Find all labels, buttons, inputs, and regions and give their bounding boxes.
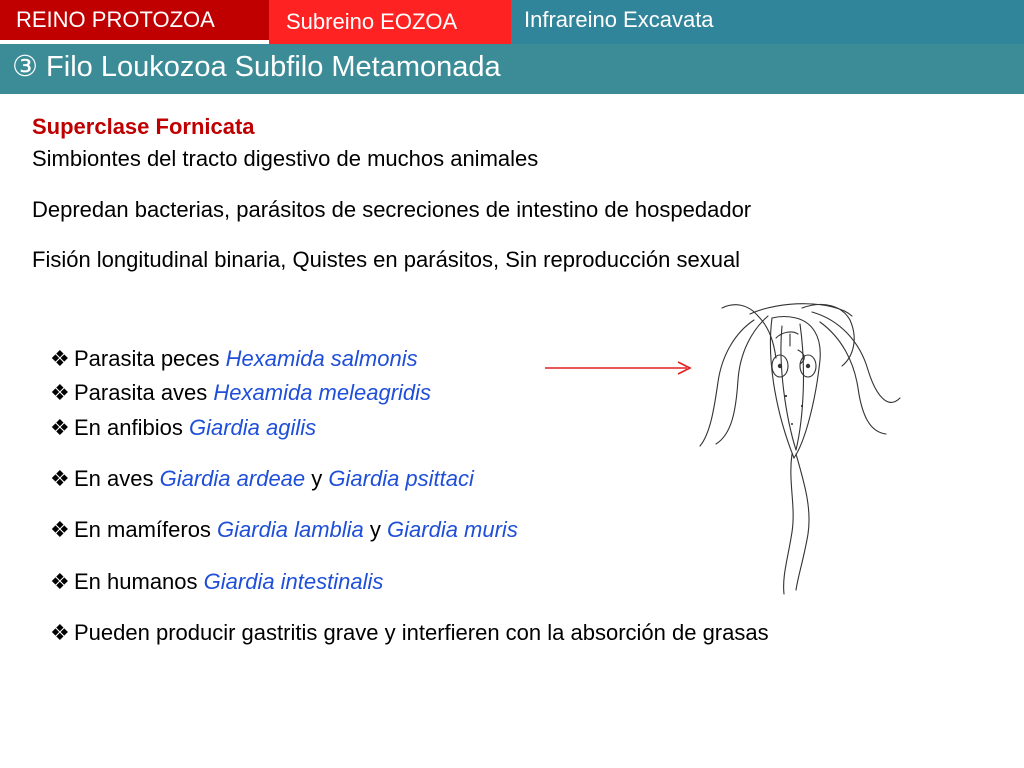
description-line-3: Fisión longitudinal binaria, Quistes en parásitos, Sin reproducción sexual: [32, 247, 741, 272]
species-name: Hexamida meleagridis: [213, 380, 432, 405]
tab-infrareino-excavata: [511, 0, 1024, 44]
species-name: Giardia psittaci: [328, 466, 474, 491]
tab-subreino-eozoa: [269, 0, 511, 44]
bullet-diamond-icon: ❖: [50, 415, 70, 440]
description-line-1: Simbiontes del tracto digestivo de muchos animales: [32, 146, 539, 171]
list-item-text: En mamíferos: [74, 517, 218, 542]
species-name: Giardia lamblia: [217, 517, 364, 542]
species-name: Giardia intestinalis: [203, 569, 384, 594]
bullet-diamond-icon: ❖: [50, 346, 70, 371]
list-item: [50, 571, 383, 593]
tab-label: REINO PROTOZOA: [16, 7, 215, 32]
list-item-text: Parasita peces: [74, 346, 226, 371]
arrow-right-icon: [545, 360, 695, 376]
tab-label: Infrareino Excavata: [524, 7, 714, 32]
title-bar: [0, 44, 1024, 94]
species-name: Giardia ardeae: [159, 466, 306, 491]
tab-label: Subreino EOZOA: [286, 9, 458, 34]
giardia-trophozoite-illustration: [692, 286, 902, 596]
bullet-diamond-icon: ❖: [50, 517, 70, 542]
list-item: [50, 382, 431, 404]
species-name: Giardia agilis: [188, 415, 317, 440]
bullet-diamond-icon: ❖: [50, 620, 70, 645]
list-item: [50, 468, 474, 490]
list-item-text: En anfibios: [74, 415, 189, 440]
list-item-text: En humanos: [74, 569, 204, 594]
list-item-conjunction: y: [363, 517, 388, 542]
species-name: Giardia muris: [387, 517, 518, 542]
species-name: Hexamida salmonis: [225, 346, 418, 371]
bullet-diamond-icon: ❖: [50, 380, 70, 405]
list-item: [50, 417, 316, 439]
list-item: [50, 622, 769, 644]
bullet-diamond-icon: ❖: [50, 466, 70, 491]
list-item: [50, 519, 518, 541]
list-item-text: Pueden producir gastritis grave y interfieren con la absorción de grasas: [74, 620, 769, 645]
tab-reino-protozoa: [0, 0, 269, 40]
description-line-2: Depredan bacterias, parásitos de secreciones de intestino de hospedador: [32, 197, 752, 222]
list-item-text: En aves: [74, 466, 160, 491]
section-heading: Superclase Fornicata: [32, 114, 255, 139]
list-item-conjunction: y: [305, 466, 329, 491]
page-title: ③ Filo Loukozoa Subfilo Metamonada: [12, 51, 501, 83]
list-item-text: Parasita aves: [74, 380, 214, 405]
bullet-diamond-icon: ❖: [50, 569, 70, 594]
list-item: [50, 348, 418, 370]
